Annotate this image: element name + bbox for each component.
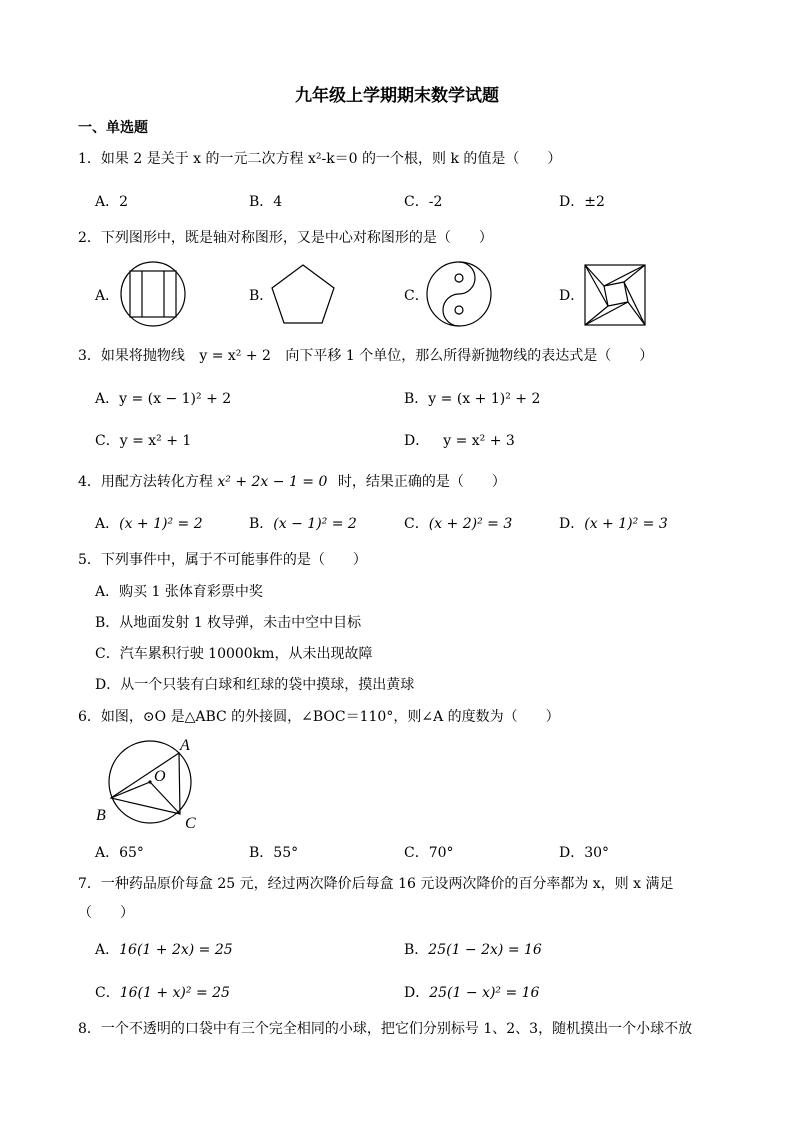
- option-label: B．: [404, 391, 429, 407]
- question-2-option-d: D．: [559, 288, 585, 304]
- question-6-option-b: B．55°: [249, 845, 299, 861]
- option-equation: y = (x − 1)² + 2: [119, 391, 232, 407]
- yin-yang-icon: [426, 261, 496, 331]
- option-equation: y = x² + 3: [443, 433, 515, 449]
- figure-label-a: A: [180, 737, 190, 754]
- question-5-option-a: A．购买 1 张体育彩票中奖: [95, 584, 263, 600]
- option-label: C．: [404, 516, 429, 532]
- question-1-option-d: D．±2: [559, 194, 605, 210]
- question-4-stem-equation: x² + 2x − 1 = 0: [217, 474, 328, 490]
- question-3-stem-equation: y = x² + 2: [199, 348, 271, 364]
- option-equation: (x + 1)² = 3: [584, 516, 668, 532]
- question-3-option-c: [95, 432, 191, 450]
- question-7-stem-line1: 7．一种药品原价每盒 25 元，经过两次降价后每盒 16 元设两次降价的百分率都为 x，则 x 满足: [78, 876, 674, 892]
- question-7-option-b: [404, 941, 542, 959]
- option-label: C．: [95, 433, 120, 449]
- page-title: 九年级上学期期末数学试题: [295, 86, 499, 106]
- question-1-option-c: C．-2: [404, 194, 443, 210]
- question-1-option-b: B．4: [249, 194, 283, 210]
- question-8-stem: 8．一个不透明的口袋中有三个完全相同的小球，把它们分别标号 1、2、3，随机摸出一个小球不放: [78, 1021, 693, 1037]
- option-equation: 25(1 − 2x) = 16: [428, 942, 542, 958]
- question-2-option-a: A．: [95, 288, 120, 304]
- section-heading: 一、单选题: [78, 120, 148, 136]
- option-equation: y = x² + 1: [119, 433, 192, 449]
- option-label: D．: [404, 433, 430, 449]
- question-4-option-b: [249, 515, 357, 533]
- option-label: B．: [404, 942, 429, 958]
- option-label: C．: [95, 985, 120, 1001]
- question-2-option-c: C．: [404, 288, 429, 304]
- figure-label-b: B: [96, 807, 106, 824]
- option-label: D．: [559, 516, 585, 532]
- question-4-stem-pre: 4．用配方法转化方程: [78, 474, 213, 490]
- circle-triangle-figure: [92, 735, 212, 835]
- question-1-option-a: A．2: [95, 194, 129, 210]
- question-5-option-b: B．从地面发射 1 枚导弹，未击中空中目标: [95, 615, 362, 631]
- figure-label-c: C: [185, 815, 196, 832]
- option-equation: 25(1 − x)² = 16: [429, 985, 540, 1001]
- question-4-option-c: [404, 515, 512, 533]
- option-equation: 16(1 + x)² = 25: [119, 985, 230, 1001]
- question-4-stem-post: 时，结果正确的是（ ）: [337, 474, 506, 490]
- question-3-option-d: [404, 432, 515, 450]
- question-4-option-d: [559, 515, 668, 533]
- question-1-stem: 1．如果 2 是关于 x 的一元二次方程 x²-k＝0 的一个根，则 k 的值是（ ）: [78, 151, 562, 167]
- question-7-stem-line2: （ ）: [78, 905, 134, 921]
- question-4-option-a: [95, 515, 203, 533]
- question-6-option-d: D．30°: [559, 845, 610, 861]
- pinwheel-square-icon: [584, 264, 650, 330]
- question-3-option-b: [404, 390, 540, 408]
- option-label: A．: [95, 942, 120, 958]
- option-equation: y = (x + 1)² + 2: [428, 391, 541, 407]
- question-3-stem: [78, 347, 653, 365]
- option-equation: (x − 1)² = 2: [273, 516, 357, 532]
- question-2-option-b: B．: [249, 288, 274, 304]
- question-6-option-c: C．70°: [404, 845, 454, 861]
- option-label: B．: [249, 516, 274, 532]
- question-5-option-d: D．从一个只装有白球和红球的袋中摸球，摸出黄球: [95, 677, 415, 693]
- option-label: D．: [404, 985, 430, 1001]
- question-5-stem: 5．下列事件中，属于不可能事件的是（ ）: [78, 552, 367, 568]
- option-equation: (x + 1)² = 2: [119, 516, 203, 532]
- option-equation: (x + 2)² = 3: [428, 516, 513, 532]
- question-7-option-a: [95, 941, 233, 959]
- question-7-option-d: [404, 984, 539, 1002]
- question-7-option-c: [95, 984, 230, 1002]
- question-6-stem: 6．如图，⊙O 是△ABC 的外接圆，∠BOC＝110°，则∠A 的度数为（ ）: [78, 709, 560, 725]
- question-3-stem-post: 向下平移 1 个单位，那么所得新抛物线的表达式是（ ）: [285, 348, 654, 364]
- option-label: A．: [95, 391, 120, 407]
- question-6-option-a: A．65°: [95, 845, 144, 861]
- figure-label-o: O: [154, 768, 166, 785]
- pentagon-icon: [270, 262, 340, 328]
- circle-with-square-icon: [119, 262, 189, 332]
- question-3-stem-pre: 3．如果将抛物线: [78, 348, 185, 364]
- question-4-stem: [78, 473, 506, 491]
- option-equation: 16(1 + 2x) = 25: [119, 942, 233, 958]
- question-2-stem: 2．下列图形中，既是轴对称图形，又是中心对称图形的是（ ）: [78, 230, 493, 246]
- question-3-option-a: [95, 390, 231, 408]
- question-5-option-c: C．汽车累积行驶 10000km，从未出现故障: [95, 646, 373, 662]
- option-label: A．: [95, 516, 120, 532]
